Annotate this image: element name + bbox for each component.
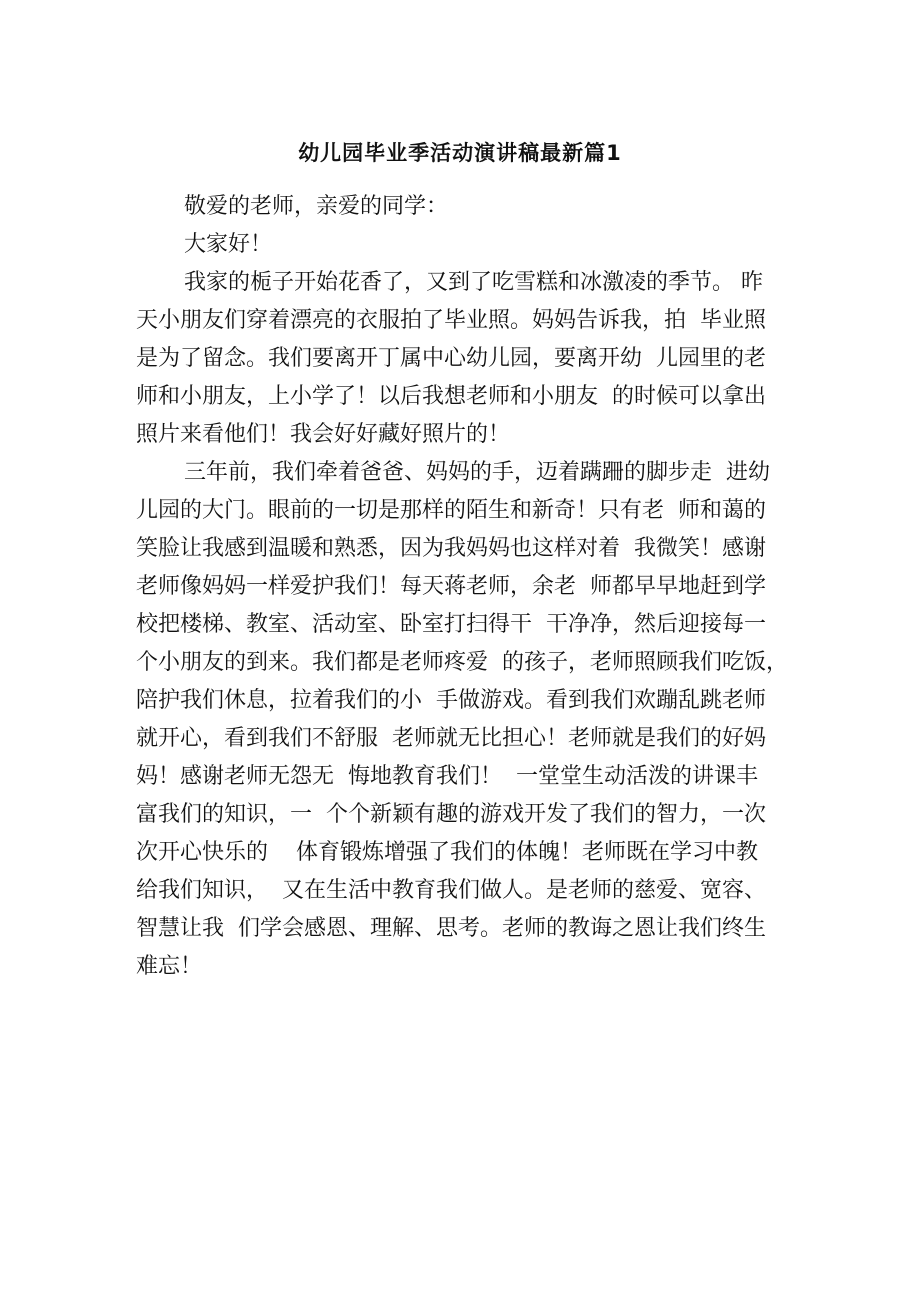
paragraph-line: 难忘！ bbox=[136, 954, 203, 979]
paragraph-line: 是为了留念。我们要离开丁属中心幼儿园，要离开幼 儿园里的老 bbox=[136, 346, 766, 371]
paragraph-line: 三年前，我们牵着爸爸、妈妈的手，迈着蹒跚的脚步走 进幼 bbox=[184, 460, 770, 485]
paragraph-line: 富我们的知识，一 个个新颖有趣的游戏开发了我们的智力，一次 bbox=[136, 802, 766, 827]
document-title: 幼儿园毕业季活动演讲稿最新篇1 bbox=[298, 141, 622, 165]
paragraph-line: 次开心快乐的 体育锻炼增强了我们的体魄！老师既在学习中教 bbox=[136, 840, 758, 865]
paragraph-2 bbox=[136, 454, 796, 986]
paragraph-line: 智慧让我 们学会感恩、理解、思考。老师的教诲之恩让我们终生 bbox=[136, 916, 766, 941]
paragraph-line: 笑脸让我感到温暖和熟悉，因为我妈妈也这样对着 我微笑！感谢 bbox=[136, 536, 766, 561]
paragraph-line: 个小朋友的到来。我们都是老师疼爱 的孩子，老师照顾我们吃饭， bbox=[136, 650, 788, 675]
paragraph-line: 师和小朋友，上小学了！以后我想老师和小朋友 的时候可以拿出 bbox=[136, 384, 766, 409]
paragraph-line: 照片来看他们！我会好好藏好照片的！ bbox=[136, 422, 511, 447]
paragraph-line: 校把楼梯、教室、活动室、卧室打扫得干 干净净，然后迎接每一 bbox=[136, 612, 766, 637]
paragraph-line: 就开心，看到我们不舒服 老师就无比担心！老师就是我们的好妈 bbox=[136, 726, 766, 751]
document-body bbox=[136, 188, 796, 986]
hello-line: 大家好！ bbox=[184, 232, 273, 257]
paragraph-line: 我家的栀子开始花香了，又到了吃雪糕和冰激凌的季节。 昨 bbox=[184, 270, 763, 295]
paragraph-1 bbox=[136, 264, 796, 454]
paragraph-line: 妈！感谢老师无怨无 悔地教育我们！ 一堂堂生动活泼的讲课丰 bbox=[136, 764, 758, 789]
paragraph-line: 陪护我们休息，拉着我们的小 手做游戏。看到我们欢蹦乱跳老师 bbox=[136, 688, 766, 713]
paragraph-line: 儿园的大门。眼前的一切是那样的陌生和新奇！只有老 师和蔼的 bbox=[136, 498, 766, 523]
paragraph-line: 老师像妈妈一样爱护我们！每天蒋老师，余老 师都早早地赶到学 bbox=[136, 574, 766, 599]
paragraph-line: 天小朋友们穿着漂亮的衣服拍了毕业照。妈妈告诉我，拍 毕业照 bbox=[136, 308, 766, 333]
paragraph-line: 给我们知识， 又在生活中教育我们做人。是老师的慈爱、宽容、 bbox=[136, 878, 766, 903]
greeting-line: 敬爱的老师，亲爱的同学： bbox=[184, 194, 449, 219]
